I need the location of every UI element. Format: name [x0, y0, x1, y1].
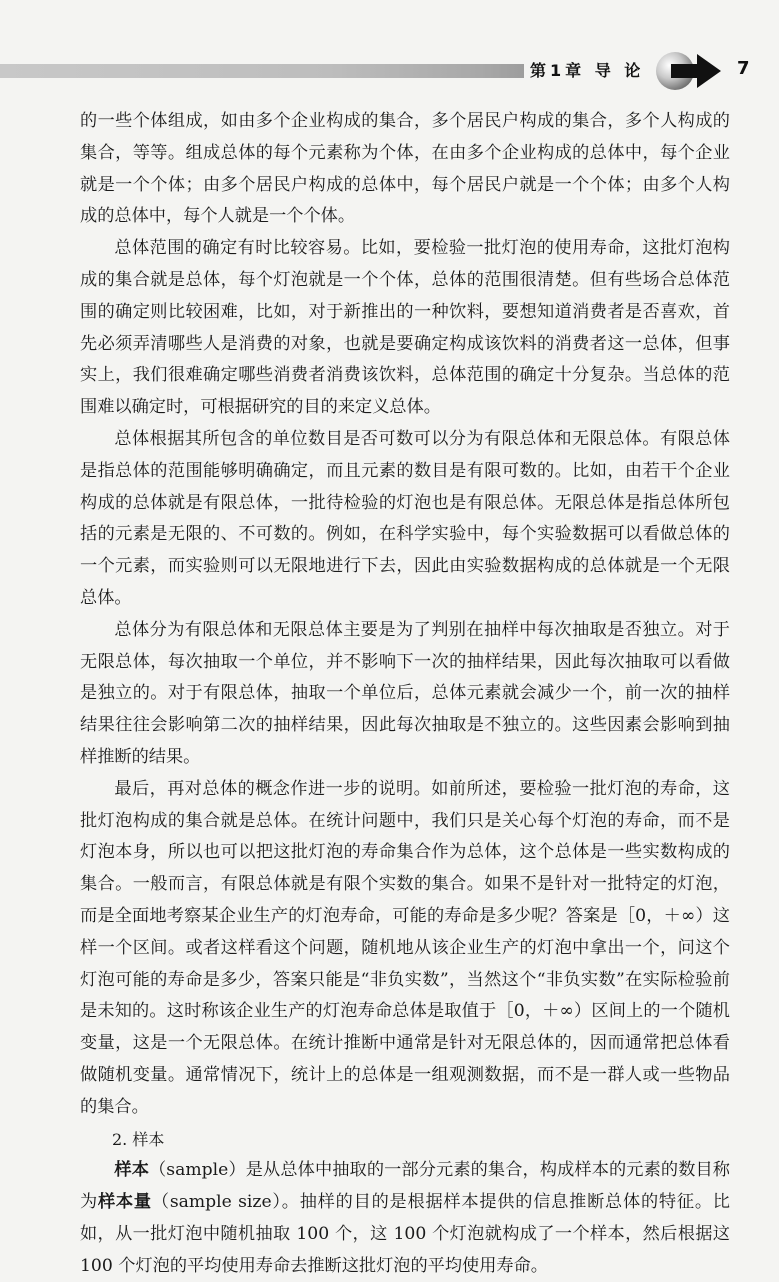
running-header [0, 48, 779, 98]
paragraph-continued: 的一些个体组成，如由多个企业构成的集合，多个居民户构成的集合，多个人构成的集合，等等。组成总体的每个元素称为个体，在由多个企业构成的总体中，每个企业就是一个个体；由多个居民户构成的总体中，每个居民户就是一个个体；由多个人构成的总体中，每个人就是一个个体。 [80, 111, 730, 227]
paragraph-population-concept: 最后，再对总体的概念作进一步的说明。如前所述，要检验一批灯泡的寿命，这批灯泡构成的集合就是总体。在统计问题中，我们只是关心每个灯泡的寿命，而不是灯泡本身，所以也可以把这批灯泡的寿命集合作为总体，这个总体是一些实数构成的集合。一般而言，有限总体就是有限个实数的集合。如果不是针对一批特定的灯泡，而是全面地考察某企业生产的灯泡寿命，可能的寿命是多少呢？答案是［0，＋∞）这样一个区间。或者这样看这个问题，随机地从该企业生产的灯泡中拿出一个，问这个灯泡可能的寿命是多少，答案只能是“非负实数”，当然这个“非负实数”在实际检验前是未知的。这时称该企业生产的灯泡寿命总体是取值于［0，＋∞）区间上的一个随机变量，这是一个无限总体。在统计推断中通常是针对无限总体的，因而通常把总体看做随机变量。通常情况下，统计上的总体是一组观测数据，而不是一群人或一些物品的集合。 [80, 778, 730, 1117]
page-body [80, 106, 730, 1282]
term-sample-size: 样本量 [97, 1192, 152, 1213]
chapter-title: 第1章 导 论 [524, 58, 650, 82]
header-gradient-band [0, 64, 600, 78]
page-number: 7 [737, 58, 750, 79]
paragraph-finite-infinite: 总体根据其所包含的单位数目是否可数可以分为有限总体和无限总体。有限总体是指总体的范围能够明确确定，而且元素的数目是有限可数的。比如，由若干个企业构成的总体就是有限总体，一批待检验的灯泡也是有限总体。无限总体是指总体所包括的元素是无限的、不可数的。例如，在科学实验中，每个实验数据可以看做总体的一个元素，而实验则可以无限地进行下去，因此由实验数据构成的总体就是一个无限总体。 [80, 428, 730, 608]
paragraph-independence: 总体分为有限总体和无限总体主要是为了判别在抽样中每次抽取是否独立。对于无限总体，每次抽取一个单位，并不影响下一次的抽样结果，因此每次抽取可以看做是独立的。对于有限总体，抽取一个单位后，总体元素就会减少一个，前一次的抽样结果往往会影响第二次的抽样结果，因此每次抽取是不独立的。这些因素会影响到抽样推断的结果。 [80, 619, 730, 767]
sample-text-part1: （sample）是从总体中抽取的一部分元素的集合，构成样本的元素的数目称为 [80, 1160, 730, 1213]
section-heading-sample: 2. 样本 [112, 1129, 165, 1149]
term-sample: 样本 [114, 1160, 149, 1181]
paragraph-sample-definition [80, 1155, 730, 1282]
arrow-right-icon [655, 51, 723, 91]
sample-text-part2: （sample size）。抽样的目的是根据样本提供的信息推断总体的特征。比如，从一批灯泡中随机抽取 100 个，这 100 个灯泡就构成了一个样本，然后根据这 100 个灯泡的平均使用寿命去推断这批灯泡的平均使用寿命。 [80, 1192, 730, 1276]
paragraph-population-scope: 总体范围的确定有时比较容易。比如，要检验一批灯泡的使用寿命，这批灯泡构成的集合就是总体，每个灯泡就是一个个体，总体的范围很清楚。但有些场合总体范围的确定则比较困难，比如，对于新推出的一种饮料，要想知道消费者是否喜欢，首先必须弄清哪些人是消费的对象，也就是要确定构成该饮料的消费者这一总体，但事实上，我们很难确定哪些消费者消费该饮料，总体范围的确定十分复杂。当总体的范围难以确定时，可根据研究的目的来定义总体。 [80, 238, 730, 418]
